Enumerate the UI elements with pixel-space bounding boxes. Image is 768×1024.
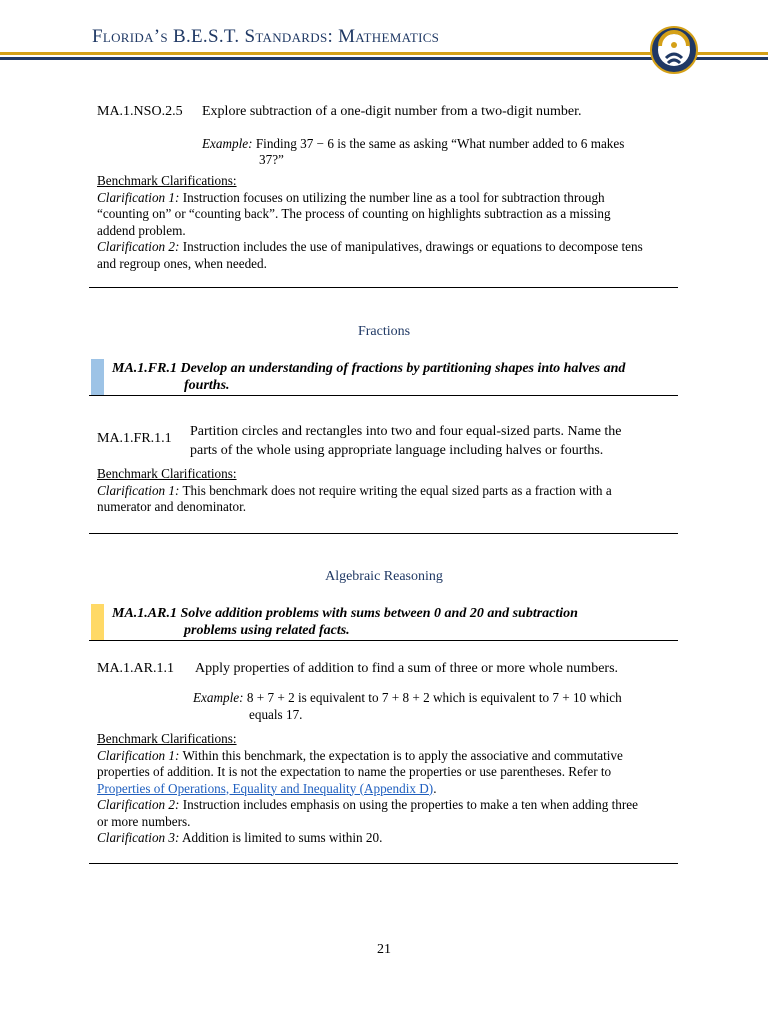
clarification-text: or more numbers. bbox=[97, 813, 191, 829]
example-line: 8 + 7 + 2 is equivalent to 7 + 8 + 2 which is equivalent to 7 + 10 which bbox=[246, 690, 622, 705]
clarifications-heading: Benchmark Clarifications: bbox=[97, 173, 237, 188]
clarification-label: Clarification 2: bbox=[97, 239, 180, 254]
cluster-title-line: MA.1.FR.1 Develop an understanding of fractions by partitioning shapes into halves and bbox=[112, 361, 626, 376]
clarification-text: “counting on” or “counting back”. The process of counting on highlights subtraction as a missing bbox=[97, 206, 611, 221]
benchmark-text bbox=[190, 422, 670, 460]
clarification-label: Clarification 3: bbox=[97, 830, 180, 845]
document-header-title: Florida’s B.E.S.T. Standards: Mathematics bbox=[92, 26, 440, 47]
cluster-title bbox=[112, 360, 672, 394]
cluster-underline bbox=[89, 640, 678, 641]
cluster-color-bar bbox=[91, 604, 104, 640]
clarification-text: numerator and denominator. bbox=[97, 499, 247, 514]
example bbox=[202, 136, 624, 153]
example-continuation: equals 17. bbox=[249, 707, 303, 722]
clarification-text: This benchmark does not require writing the equal sized parts as a fraction with a bbox=[179, 482, 612, 498]
example-label: Example: bbox=[193, 690, 244, 705]
example-label: Example: bbox=[202, 136, 253, 151]
cluster-title bbox=[112, 605, 672, 639]
florida-doe-logo bbox=[650, 26, 698, 74]
clarification-label: Clarification 1: bbox=[97, 189, 180, 205]
cluster-underline bbox=[89, 395, 678, 396]
cluster-title-line: MA.1.AR.1 Solve addition problems with sums between 0 and 20 and subtraction bbox=[112, 606, 578, 621]
clarification-text: . bbox=[433, 780, 437, 796]
section-divider bbox=[89, 533, 678, 534]
example bbox=[193, 690, 622, 707]
section-heading-fractions: Fractions bbox=[357, 324, 411, 339]
cluster-title-line: fourths. bbox=[184, 378, 230, 393]
clarification-text: addend problem. bbox=[97, 222, 186, 238]
clarification-text: Instruction includes the use of manipulatives, drawings or equations to decompose tens bbox=[179, 239, 643, 254]
page-number: 21 bbox=[377, 942, 391, 957]
clarification-text: Instruction focuses on utilizing the number line as a tool for subtraction through bbox=[179, 189, 605, 205]
example-continuation: 37?” bbox=[259, 152, 284, 167]
section-heading-algebraic-reasoning: Algebraic Reasoning bbox=[325, 569, 443, 584]
benchmark-text-line: Partition circles and rectangles into two and four equal-sized parts. Name the bbox=[190, 424, 622, 439]
benchmark-clarifications bbox=[97, 173, 677, 272]
clarifications-heading: Benchmark Clarifications: bbox=[97, 466, 237, 481]
clarifications-heading: Benchmark Clarifications: bbox=[97, 731, 237, 746]
benchmark-text: Explore subtraction of a one-digit number from a two-digit number. bbox=[202, 104, 582, 119]
cluster-title-line: problems using related facts. bbox=[184, 623, 350, 638]
clarification-text: and regroup ones, when needed. bbox=[97, 255, 267, 271]
clarification-label: Clarification 2: bbox=[97, 797, 180, 812]
benchmark-text: Apply properties of addition to find a sum of three or more whole numbers. bbox=[195, 661, 619, 676]
benchmark-text-line: parts of the whole using appropriate language including halves or fourths. bbox=[190, 443, 604, 458]
benchmark-code: MA.1.AR.1.1 bbox=[97, 661, 175, 676]
clarification-text: properties of addition. It is not the expectation to name the properties or use parentheses. Refer to bbox=[97, 764, 612, 779]
clarification-label: Clarification 1: bbox=[97, 482, 180, 498]
appendix-d-link[interactable]: Properties of Operations, Equality and Inequality (Appendix D) bbox=[97, 780, 434, 796]
example-line: Finding 37 − 6 is the same as asking “What number added to 6 makes bbox=[255, 136, 625, 151]
section-divider bbox=[89, 287, 678, 288]
clarification-text: Addition is limited to sums within 20. bbox=[179, 830, 383, 845]
cluster-color-bar bbox=[91, 359, 104, 395]
clarification-text: Within this benchmark, the expectation is to apply the associative and commutative bbox=[179, 747, 623, 763]
clarification-label: Clarification 1: bbox=[97, 747, 180, 763]
benchmark-clarifications bbox=[97, 466, 677, 516]
benchmark-clarifications bbox=[97, 731, 677, 847]
clarification-text: Instruction includes emphasis on using the properties to make a ten when adding three bbox=[179, 797, 638, 812]
benchmark-code: MA.1.FR.1.1 bbox=[97, 431, 172, 446]
section-divider bbox=[89, 863, 678, 864]
benchmark-code: MA.1.NSO.2.5 bbox=[97, 104, 183, 119]
